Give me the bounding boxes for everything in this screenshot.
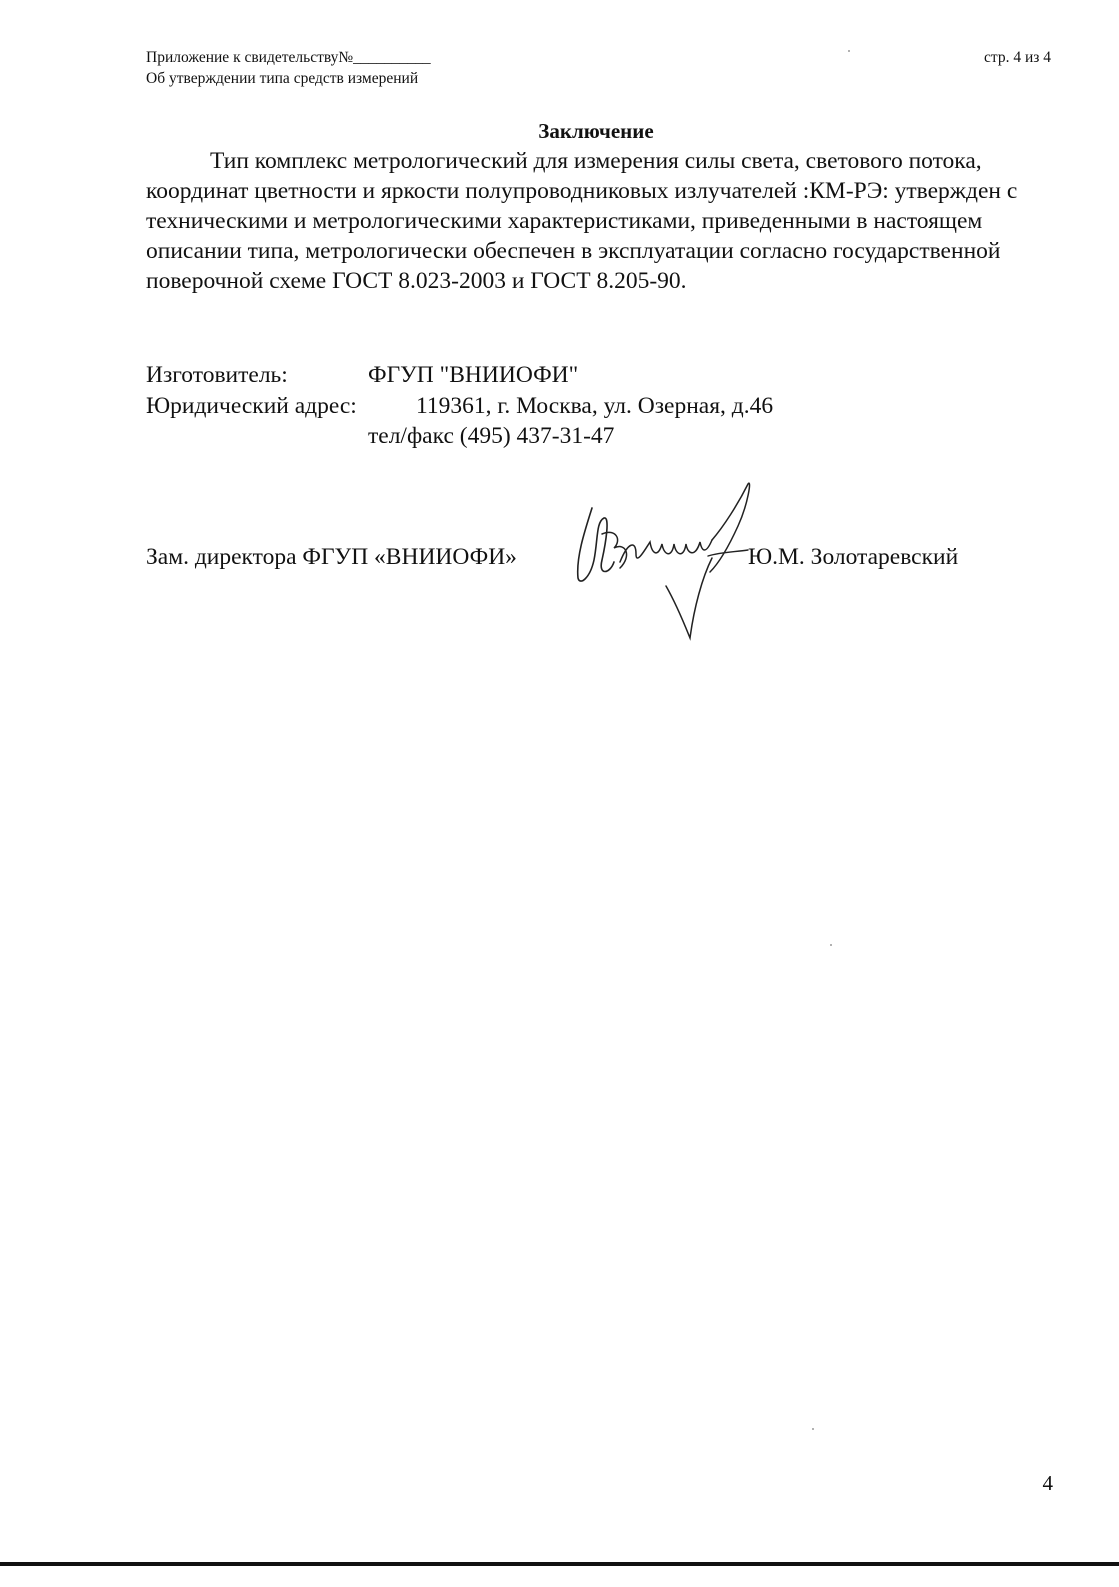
signatory-name: Ю.М. Золотаревский	[748, 544, 959, 570]
page-reference: стр. 4 из 4	[983, 49, 1051, 66]
signatory-role: Зам. директора ФГУП «ВНИИОФИ»	[146, 544, 517, 570]
conclusion-paragraph	[146, 146, 1031, 296]
phone-row	[146, 421, 614, 451]
bottom-scan-edge	[0, 1562, 1119, 1566]
page-number: 4	[1042, 1471, 1053, 1495]
handwritten-signature	[562, 478, 762, 648]
manufacturer-row	[146, 360, 578, 390]
scan-speck	[830, 944, 832, 946]
phone-value: тел/факс (495) 437-31-47	[368, 423, 615, 449]
header-attachment	[146, 47, 431, 89]
scan-speck	[812, 1428, 814, 1430]
conclusion-text: Тип комплекс метрологический для измерения силы света, светового потока, координат цветности и яркости полупроводниковых излучателей :КМ-РЭ: утвержден с техническими и метрологическими характеристиками, приведенными в настоящем описании типа, метрологически обеспечен в эксплуатации согласно государственной поверочной схеме ГОСТ 8.023-2003 и ГОСТ 8.205-90.	[146, 148, 1018, 294]
manufacturer-name: ФГУП "ВНИИОФИ"	[368, 362, 579, 388]
address-row	[146, 391, 773, 421]
manufacturer-label: Изготовитель:	[146, 362, 288, 388]
scan-speck	[848, 50, 850, 52]
address-value: 119361, г. Москва, ул. Озерная, д.46	[416, 393, 774, 419]
section-title: Заключение	[538, 119, 654, 143]
address-label: Юридический адрес:	[146, 393, 357, 419]
header-line-2: Об утверждении типа средств измерений	[146, 70, 419, 87]
header-line-1: Приложение к свидетельству№__________	[146, 49, 431, 66]
